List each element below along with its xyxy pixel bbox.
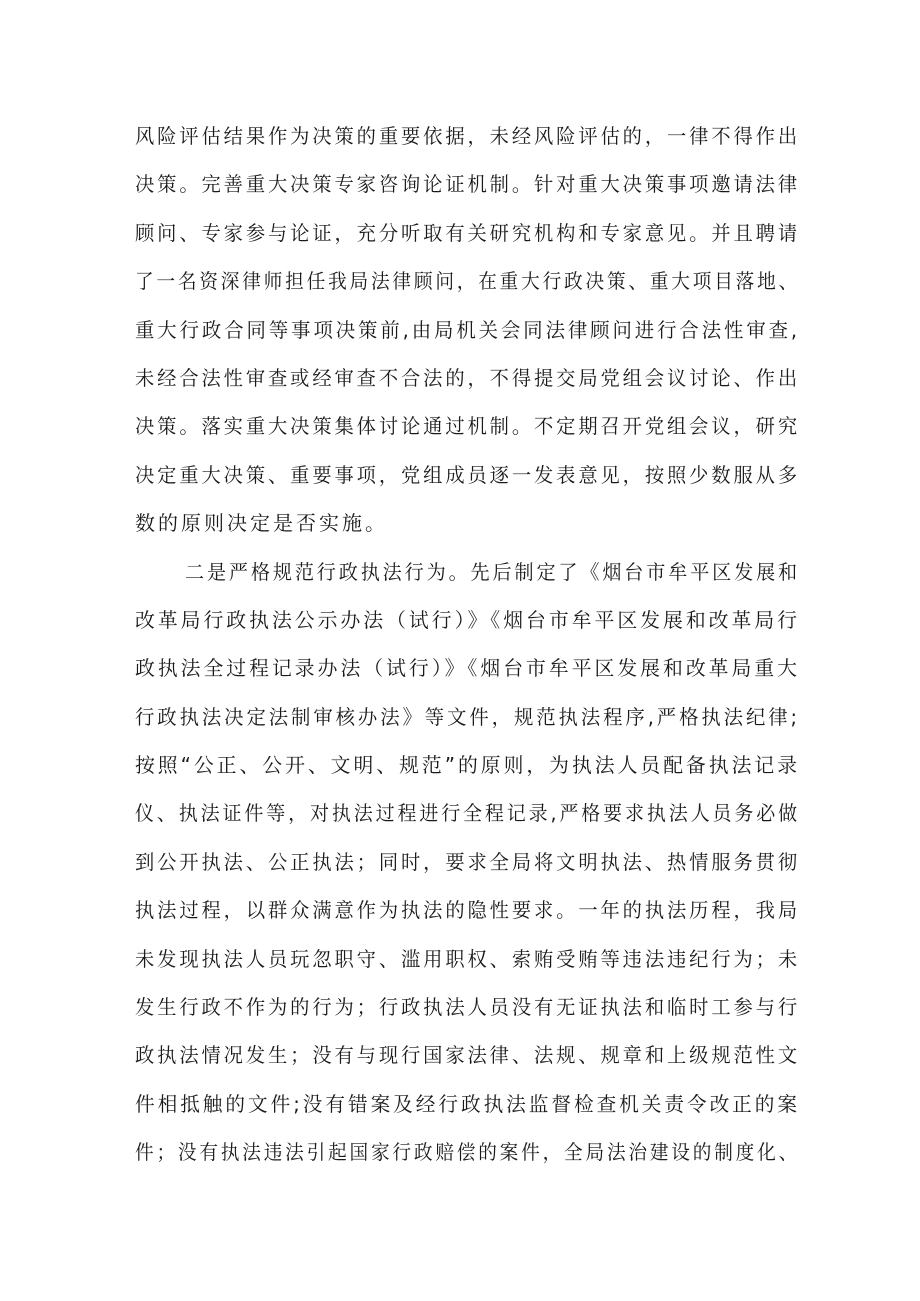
text-line: 决策。完善重大决策专家咨询论证机制。针对重大决策事项邀请法律 (135, 172, 801, 197)
paragraph-2 (135, 548, 800, 1177)
text-line: 数的原则决定是否实施。 (135, 511, 388, 536)
text-line: 未发现执法人员玩忽职守、滥用职权、索贿受贿等违法违纪行为；未 (135, 946, 801, 971)
text-line: 件；没有执法违法引起国家行政赔偿的案件，全局法治建设的制度化、 (135, 1140, 801, 1165)
text-line: 顾问、专家参与论证，充分听取有关研究机构和专家意见。并且聘请 (135, 220, 801, 245)
text-line: 行政执法决定法制审核办法》等文件，规范执法程序,严格执法纪律; (135, 704, 800, 729)
text-line: 按照“公正、公开、文明、规范”的原则，为执法人员配备执法记录 (135, 753, 801, 778)
text-line: 执法过程，以群众满意作为执法的隐性要求。一年的执法历程，我局 (135, 898, 801, 923)
text-line: 件相抵触的文件;没有错案及经行政执法监督检查机关责令改正的案 (135, 1091, 800, 1116)
text-line: 重大行政合同等事项决策前,由局机关会同法律顾问进行合法性审查, (135, 317, 801, 342)
text-line: 到公开执法、公正执法；同时，要求全局将文明执法、热情服务贯彻 (135, 849, 801, 874)
paragraph-1 (135, 112, 800, 548)
text-line: 改革局行政执法公示办法（试行）》《烟台市牟平区发展和改革局行 (135, 607, 800, 632)
text-line: 发生行政不作为的行为；行政执法人员没有无证执法和临时工参与行 (135, 995, 801, 1020)
text-line: 未经合法性审查或经审查不合法的，不得提交局党组会议讨论、作出 (135, 365, 801, 390)
text-line: 了一名资深律师担任我局法律顾问，在重大行政决策、重大项目落地、 (135, 269, 801, 294)
text-line: 风险评估结果作为决策的重要依据，未经风险评估的，一律不得作出 (135, 124, 801, 148)
text-line: 决定重大决策、重要事项，党组成员逐一发表意见，按照少数服从多 (135, 462, 801, 487)
text-line: 政执法情况发生；没有与现行国家法律、法规、规章和上级规范性文 (135, 1043, 801, 1068)
text-line: 仪、执法证件等，对执法过程进行全程记录,严格要求执法人员务必做 (135, 801, 801, 826)
text-line-first: 二是严格规范行政执法行为。先后制定了《烟台市牟平区发展和 (185, 559, 801, 584)
text-line: 政执法全过程记录办法（试行）》《烟台市牟平区发展和改革局重大 (135, 656, 800, 681)
document-body (135, 112, 800, 1177)
text-line: 决策。落实重大决策集体讨论通过机制。不定期召开党组会议，研究 (135, 414, 801, 439)
